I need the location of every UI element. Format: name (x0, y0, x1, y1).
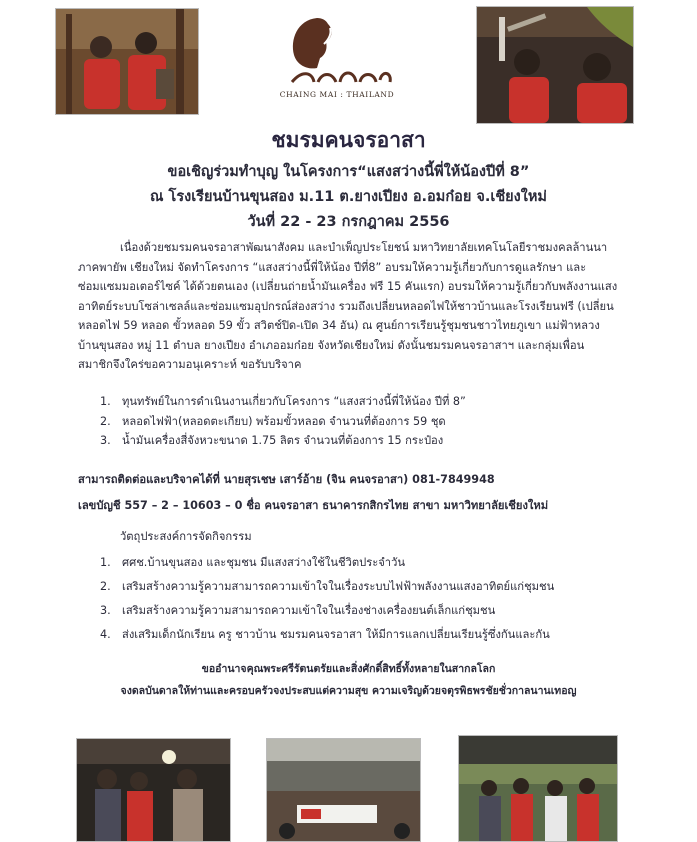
photo-group-banner (266, 738, 421, 842)
item-text: ศศช.บ้านขุนสอง และชุมชน มีแสงสว่างใช้ในชีวิตประจำวัน (122, 556, 406, 569)
blessing-line: จงดลบันดาลให้ท่านและครอบครัวจงประสบแต่ความสุข ความเจริญด้วยจตุรพิธพรชัยชั่วกาลนานเทอญ (120, 685, 577, 697)
logo-tagline: CHAING MAI : THAILAND (279, 90, 395, 99)
donation-item (100, 431, 620, 451)
item-number: 3. (100, 604, 111, 617)
objective-item (100, 623, 620, 647)
venue-line: ณ โรงเรียนบ้านขุนสอง ม.11 ต.ยางเปียง อ.อมก๋อย จ.เชียงใหม่ (150, 189, 547, 205)
photo-night-gathering (76, 738, 231, 842)
contact-line: สามารถติดต่อและบริจาคได้ที่ นายสุรเชษ เสาร์อ้าย (จิน คนจรอาสา) 081-7849948 (78, 473, 495, 486)
photo-volunteers-installing-lamp (476, 6, 634, 124)
item-text: เสริมสร้างความรู้ความสามารถความเข้าใจในเรื่องระบบไฟฟ้าพลังงานแสงอาทิตย์แก่ชุมชน (122, 580, 555, 593)
club-title: ชมรมคนจรอาสา (271, 128, 426, 152)
invitation-line: ขอเชิญร่วมทำบุญ ในโครงการ“แสงสว่างนี้พี่ให้น้องปีที่ 8” (167, 164, 530, 180)
date-line: วันที่ 22 - 23 กรกฎาคม 2556 (247, 214, 450, 230)
item-number: 3. (100, 434, 111, 447)
objective-item (100, 575, 620, 599)
bank-account-line: เลขบัญชี 557 – 2 – 10603 – 0 ชื่อ คนจรอาสา ธนาคารกสิกรไทย สาขา มหาวิทยาลัยเชียงใหม่ (78, 499, 549, 512)
item-number: 1. (100, 556, 111, 569)
objectives-heading: วัตถุประสงค์การจัดกิจกรรม (120, 530, 252, 543)
intro-paragraph: เนื่องด้วยชมรมคนจรอาสาพัฒนาสังคม และบำเพ็ญประโยชน์ มหาวิทยาลัยเทคโนโลยีราชมงคลล้านนา ภาคพายัพ เชียงใหม่ จัดทำโครงการ “แสงสว่างนี้พี่ให้น้อง ปีที่8” อบรมให้ความรู้เกี่ยวกับการดูแลรักษา และซ่อมแซมมอเตอร์ไซค์ ได้ด้วยตนเอง (เปลี่ยนถ่ายน้ำมันเครื่อง ฟรี 15 คันแรก) อบรมให้ความรู้เกี่ยวกับพลังงานแสงอาทิตย์ระบบโซล่าเซลล์และซ่อมแซมอุปกรณ์ส่องสว่าง รวมถึงเปลี่ยนหลอดไฟให้ชาวบ้านและโรงเรียนฟรี (เปลี่ยนหลอดไฟ 59 หลอด ขั้วหลอด 59 ขั้ว สวิตช์ปิด-เปิด 34 อัน) ณ ศูนย์การเรียนรู้ชุมชนชาวไทยภูเขา แม่ฟ้าหลวง บ้านขุนสอง หมู่ 11 ตำบล ยางเปียง อำเภออมก๋อย จังหวัดเชียงใหม่ ดังนั้นชมรมคนจรอาสาฯ และกลุ่มเพื่อนสมาชิกจึงใคร่ขอความอนุเคราะห์ ขอรับบริจาค (78, 241, 618, 371)
item-text: เสริมสร้างความรู้ความสามารถความเข้าใจในเรื่องช่างเครื่องยนต์เล็กแก่ชุมชน (122, 604, 496, 617)
donation-item (100, 412, 620, 432)
item-text: น้ำมันเครื่องสี่จังหวะขนาด 1.75 ลิตร จำนวนที่ต้องการ 15 กระป๋อง (122, 434, 444, 447)
blessing-line: ขออำนาจคุณพระศรีรัตนตรัยและสิ่งศักดิ์สิทธิ์ทั้งหลายในสากลโลก (201, 663, 496, 675)
donation-list (100, 392, 620, 451)
item-number: 1. (100, 395, 111, 408)
objectives-list (100, 551, 620, 647)
club-logo (262, 10, 412, 110)
item-number: 2. (100, 580, 111, 593)
objective-item (100, 599, 620, 623)
item-text: ทุนทรัพย์ในการดำเนินงานเกี่ยวกับโครงการ “แสงสว่างนี้พี่ให้น้อง ปีที่ 8” (122, 395, 466, 408)
item-number: 2. (100, 414, 111, 428)
item-text: ส่งเสริมเด็กนักเรียน ครู ชาวบ้าน ชมรมคนจรอาสา ให้มีการแลกเปลี่ยนเรียนรู้ซึ่งกันและกัน (122, 628, 550, 641)
donation-item (100, 392, 620, 412)
objective-item (100, 551, 620, 575)
item-number: 4. (100, 628, 111, 641)
photo-group-outdoor (458, 735, 618, 842)
item-text: หลอดไฟฟ้า(หลอดตะเกียบ) พร้อมขั้วหลอด จำนวนที่ต้องการ 59 ชุด (122, 414, 446, 428)
photo-volunteers-wiring (55, 8, 199, 115)
